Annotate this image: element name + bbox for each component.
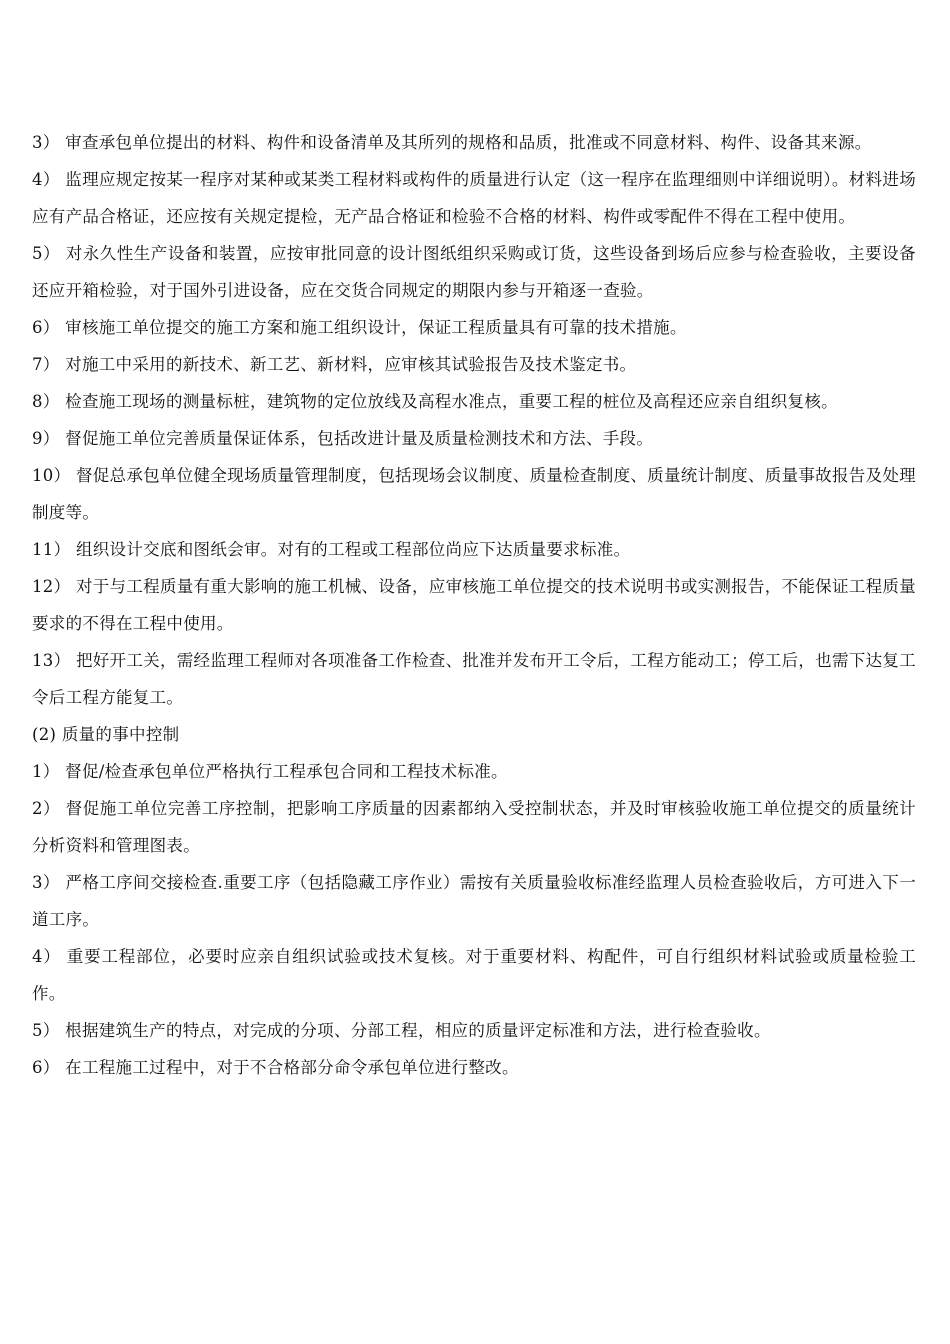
paragraph: 7） 对施工中采用的新技术、新工艺、新材料，应审核其试验报告及技术鉴定书。	[32, 355, 637, 374]
paragraph: 4） 监理应规定按某一程序对某种或某类工程材料或构件的质量进行认定（这一程序在监理细则中详细说明）。材料进场应有产品合格证，还应按有关规定提检，无产品合格证和检验不合格的材料、构件或零配件不得在工程中使用。	[32, 170, 916, 226]
paragraph: 6） 审核施工单位提交的施工方案和施工组织设计，保证工程质量具有可靠的技术措施。	[32, 318, 687, 337]
paragraph: 1） 督促/检查承包单位严格执行工程承包合同和工程技术标准。	[32, 762, 508, 781]
paragraph: 9） 督促施工单位完善质量保证体系，包括改进计量及质量检测技术和方法、手段。	[32, 429, 654, 448]
paragraph: 4） 重要工程部位，必要时应亲自组织试验或技术复核。对于重要材料、构配件，可自行组织材料试验或质量检验工作。	[32, 947, 916, 1003]
paragraph: 5） 根据建筑生产的特点，对完成的分项、分部工程，相应的质量评定标准和方法，进行检查验收。	[32, 1021, 771, 1040]
section-heading: (2) 质量的事中控制	[32, 725, 180, 744]
paragraph: 2） 督促施工单位完善工序控制，把影响工序质量的因素都纳入受控制状态，并及时审核验收施工单位提交的质量统计分析资料和管理图表。	[32, 799, 916, 855]
paragraph: 11） 组织设计交底和图纸会审。对有的工程或工程部位尚应下达质量要求标准。	[32, 540, 631, 559]
document-body	[32, 124, 916, 1086]
paragraph: 8） 检查施工现场的测量标桩，建筑物的定位放线及高程水准点，重要工程的桩位及高程还应亲自组织复核。	[32, 392, 838, 411]
paragraph: 10） 督促总承包单位健全现场质量管理制度，包括现场会议制度、质量检查制度、质量统计制度、质量事故报告及处理制度等。	[32, 466, 916, 522]
paragraph: 13） 把好开工关，需经监理工程师对各项准备工作检查、批准并发布开工令后，工程方能动工；停工后，也需下达复工令后工程方能复工。	[32, 651, 916, 707]
paragraph: 12） 对于与工程质量有重大影响的施工机械、设备，应审核施工单位提交的技术说明书或实测报告，不能保证工程质量要求的不得在工程中使用。	[32, 577, 916, 633]
paragraph: 6） 在工程施工过程中，对于不合格部分命令承包单位进行整改。	[32, 1058, 519, 1077]
paragraph: 3） 严格工序间交接检查.重要工序（包括隐藏工序作业）需按有关质量验收标准经监理人员检查验收后，方可进入下一道工序。	[32, 873, 916, 929]
paragraph: 5） 对永久性生产设备和装置，应按审批同意的设计图纸组织采购或订货，这些设备到场后应参与检查验收，主要设备还应开箱检验，对于国外引进设备，应在交货合同规定的期限内参与开箱逐一查验。	[32, 244, 916, 300]
paragraph: 3） 审查承包单位提出的材料、构件和设备清单及其所列的规格和品质，批准或不同意材料、构件、设备其来源。	[32, 133, 872, 152]
